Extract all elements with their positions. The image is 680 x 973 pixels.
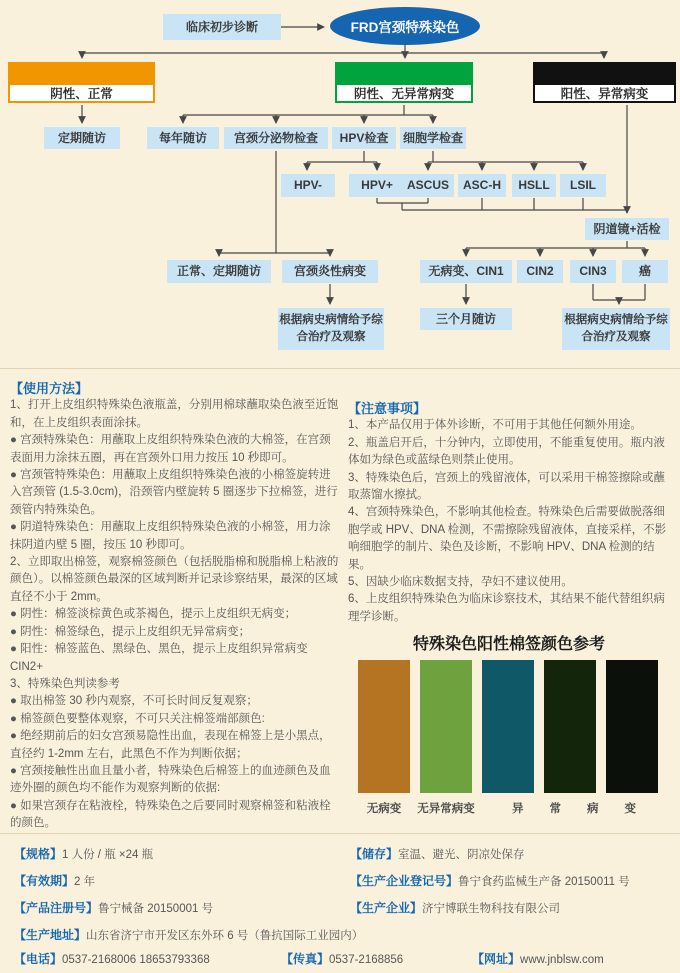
notes-header: 【注意事项】 bbox=[348, 401, 427, 416]
usage-item: ● 宫颈接触性出血且量小者，特殊染色后棉签上的血迹颜色及血迹外圈的颜色均不能作为观察判断的依据: bbox=[10, 764, 331, 795]
spec-label: 【电话】 bbox=[14, 952, 63, 966]
flowchart-node-cin2: CIN2 bbox=[517, 260, 563, 283]
flowchart-node-hpv-negative: HPV- bbox=[281, 174, 335, 197]
note-item: 4、宫颈特殊染色，不影响其他检查。特殊染色后需要做脱落细胞学或 HPV、DNA 检测，不需擦除残留液体，直接采样，不影响细胞学的制片、染色及诊断，不影响 HPV、DNA 检测的结果。 bbox=[348, 506, 667, 571]
usage-item: ● 如果宫颈存在粘液栓，特殊染色之后要同时观察棉签和粘液栓的颜色。 bbox=[10, 799, 331, 830]
usage-section bbox=[10, 380, 340, 833]
spec-value: 0537-2168856 bbox=[329, 954, 404, 966]
spec-value: 山东省济宁市开发区东外环 6 号（鲁抗国际工业园内） bbox=[86, 930, 364, 942]
flowchart-node-cancer: 癌 bbox=[622, 260, 668, 283]
flowchart-node-annual-followup: 每年随访 bbox=[147, 127, 219, 149]
color-swatch-no-lesion bbox=[358, 660, 410, 793]
flowchart-node-clinical-diagnosis: 临床初步诊断 bbox=[163, 14, 281, 40]
notes-section bbox=[348, 400, 672, 626]
spec-label: 【储存】 bbox=[350, 847, 399, 861]
flowchart-node-lsil: LSIL bbox=[560, 174, 606, 197]
spec-manufacturer bbox=[350, 899, 560, 916]
flowchart-category-negative-normal bbox=[8, 62, 155, 103]
spec-manufacturer-registration bbox=[350, 872, 630, 889]
spec-label: 【有效期】 bbox=[14, 874, 75, 888]
spec-value: 1 人份 / 瓶 ×24 瓶 bbox=[62, 849, 154, 861]
usage-header: 【使用方法】 bbox=[10, 381, 89, 396]
category-color-bar bbox=[535, 64, 674, 85]
flowchart-category-positive-abnormal bbox=[533, 62, 676, 103]
swatch-label-abnormal-lesion: 异常病变 bbox=[512, 803, 662, 815]
flowchart-root-ellipse: FRD宫颈特殊染色 bbox=[330, 7, 480, 45]
note-item: 2、瓶盖启开后，十分钟内，立即使用，不能重复使用。瓶内液体如为绿色或蓝绿色则禁止使用。 bbox=[348, 436, 665, 467]
flowchart-node-hpv-check: HPV检查 bbox=[332, 127, 396, 149]
spec-value: 2 年 bbox=[74, 876, 96, 888]
spec-label: 【生产企业登记号】 bbox=[350, 874, 459, 888]
spec-shelf-life bbox=[14, 872, 95, 889]
color-swatch-no-abnormal-lesion bbox=[420, 660, 472, 793]
usage-item: 2、立即取出棉签，观察棉签颜色（包括脱脂棉和脱脂棉上粘液的颜色）。以棉签颜色最深的区域判断并记录诊察结果，最深的区域直径不小于 2mm。 bbox=[10, 556, 339, 603]
flowchart-node-ascus: ASCUS bbox=[402, 174, 454, 197]
usage-item: ● 棉签颜色要整体观察，不可只关注棉签端部颜色: bbox=[10, 712, 265, 725]
spec-phone bbox=[14, 950, 210, 967]
note-item: 6、上皮组织特殊染色为临床诊察技术，其结果不能代替组织病理学诊断。 bbox=[348, 593, 665, 623]
flowchart-node-normal-followup: 正常、定期随访 bbox=[167, 260, 271, 283]
spec-label: 【生产地址】 bbox=[14, 928, 87, 942]
spec-value: 济宁博联生物科技有限公司 bbox=[422, 903, 561, 915]
category-label: 阴性、无异常病变 bbox=[353, 87, 454, 101]
color-swatch-abnormal-2 bbox=[544, 660, 596, 793]
spec-product-registration bbox=[14, 899, 213, 916]
flowchart-node-hsll: HSLL bbox=[512, 174, 556, 197]
flowchart-category-negative-no-lesion bbox=[335, 62, 473, 103]
color-chart-title: 特殊染色阳性棉签颜色参考 bbox=[412, 636, 605, 653]
flowchart-node-regular-followup: 定期随访 bbox=[44, 127, 120, 149]
spec-value: 室温、避光、阴凉处保存 bbox=[398, 849, 525, 861]
flowchart-node-secretion-check: 宫颈分泌物检查 bbox=[224, 127, 328, 149]
flowchart-node-cin3: CIN3 bbox=[570, 260, 616, 283]
spec-value: 鲁宁食药监械生产备 20150011 号 bbox=[458, 876, 630, 888]
usage-item: 3、特殊染色判读参考 bbox=[10, 677, 120, 690]
spec-specification bbox=[14, 845, 153, 862]
flowchart-node-cytology-check: 细胞学检查 bbox=[400, 127, 466, 149]
flowchart-node-three-month-followup: 三个月随访 bbox=[420, 308, 512, 330]
spec-value: www.jnblsw.com bbox=[520, 954, 604, 966]
usage-item: ● 阴道特殊染色：用蘸取上皮组织特殊染色液的小棉签，用力涂抹阴道内壁 5 圈，按压 10 秒即可。 bbox=[10, 521, 331, 551]
category-color-bar bbox=[337, 64, 471, 85]
spec-label: 【生产企业】 bbox=[350, 901, 423, 915]
flowchart-node-treat-observe-1: 根据病史病情给予综合治疗及观察 bbox=[278, 308, 384, 350]
category-label: 阳性、异常病变 bbox=[560, 87, 649, 101]
flowchart-node-hpv-positive: HPV+ bbox=[349, 174, 405, 197]
spec-label: 【产品注册号】 bbox=[14, 901, 99, 915]
section-divider-top bbox=[0, 368, 680, 369]
spec-address bbox=[14, 926, 363, 943]
category-color-bar bbox=[10, 64, 153, 85]
spec-value: 0537-2168006 18653793368 bbox=[62, 954, 210, 966]
usage-item: ● 绝经期前后的妇女宫颈易隐性出血，表现在棉签上是小黑点，直径约 1-2mm 左右，此黑色不作为判断依据； bbox=[10, 730, 331, 760]
swatch-label-no-lesion: 无病变 bbox=[366, 803, 402, 815]
spec-label: 【规格】 bbox=[14, 847, 63, 861]
category-label: 阴性、正常 bbox=[50, 87, 113, 101]
spec-fax bbox=[281, 950, 403, 967]
usage-item: ● 阳性：棉签蓝色、黑绿色、黑色，提示上皮组织异常病变 CIN2+ bbox=[10, 643, 308, 673]
color-swatch-abnormal-1 bbox=[482, 660, 534, 793]
flowchart-node-no-lesion-cin1: 无病变、CIN1 bbox=[420, 260, 512, 283]
note-item: 5、因缺少临床数据支持，孕妇不建议使用。 bbox=[348, 576, 573, 589]
spec-value: 鲁宁械备 20150001 号 bbox=[98, 903, 214, 915]
flowchart-node-asc-h: ASC-H bbox=[458, 174, 506, 197]
color-swatch-abnormal-3 bbox=[606, 660, 658, 793]
usage-item: ● 阴性：棉签淡棕黄色或茶褐色，提示上皮组织无病变； bbox=[10, 608, 297, 621]
usage-item: ● 宫颈特殊染色：用蘸取上皮组织特殊染色液的大棉签，在宫颈表面用力涂抹五圈，再在宫颈外口用力按压 10 秒即可。 bbox=[10, 434, 331, 464]
usage-item: 1、打开上皮组织特殊染色液瓶盖，分别用棉球蘸取染色液至近饱和，在上皮组织表面涂抹。 bbox=[10, 399, 339, 429]
flowchart-node-cervicitis: 宫颈炎性病变 bbox=[282, 260, 378, 283]
flowchart-node-treat-observe-2: 根据病史病情给予综合治疗及观察 bbox=[562, 308, 670, 350]
spec-storage bbox=[350, 845, 525, 862]
spec-website bbox=[472, 950, 604, 967]
spec-label: 【网址】 bbox=[472, 952, 521, 966]
flowchart-node-colposcopy-biopsy: 阴道镜+活检 bbox=[585, 218, 669, 240]
swatch-label-no-abnormal-lesion: 无异常病变 bbox=[417, 803, 475, 815]
usage-item: ● 取出棉签 30 秒内观察，不可长时间反复观察； bbox=[10, 695, 258, 708]
usage-item: ● 阴性：棉签绿色，提示上皮组织无异常病变； bbox=[10, 625, 251, 638]
section-divider-bottom bbox=[0, 833, 680, 834]
spec-label: 【传真】 bbox=[281, 952, 330, 966]
note-item: 1、本产品仅用于体外诊断，不可用于其他任何额外用途。 bbox=[348, 419, 642, 432]
note-item: 3、特殊染色后，宫颈上的残留液体，可以采用干棉签擦除或蘸取蒸馏水擦拭。 bbox=[348, 471, 665, 502]
usage-item: ● 宫颈管特殊染色：用蘸取上皮组织特殊染色液的小棉签旋转进入宫颈管 (1.5-3.0cm)，沿颈管内壁旋转 5 圈逐步下拉棉签，进行颈管内特殊染色。 bbox=[10, 469, 338, 516]
